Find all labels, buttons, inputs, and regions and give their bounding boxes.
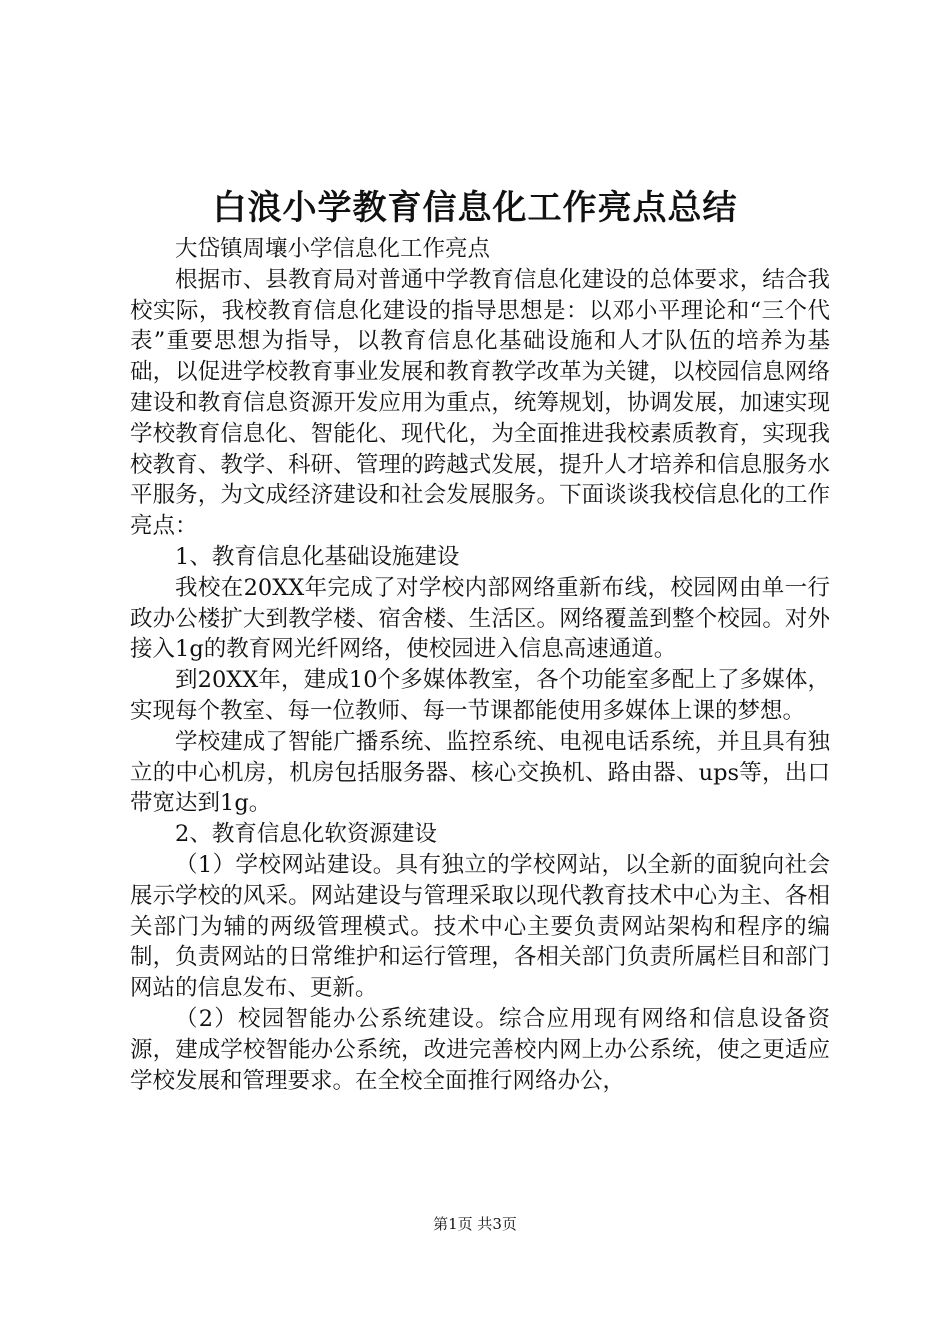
section-heading-infrastructure: 1、教育信息化基础设施建设 bbox=[175, 543, 460, 570]
paragraph-subtitle: 大岱镇周壤小学信息化工作亮点 bbox=[175, 236, 491, 262]
paragraph-network-wiring: 我校在20XX年完成了对学校内部网络重新布线，校园网由单一行政办公楼扩大到教学楼、宿舍楼、生活区。网络覆盖到整个校园。对外接入1g的教育网光纤网络，使校园进入信息高速通道。 bbox=[130, 574, 830, 663]
paragraph-broadcast-systems: 学校建成了智能广播系统、监控系统、电视电话系统，并且具有独立的中心机房，机房包括服务器、核心交换机、路由器、ups等，出口带宽达到1g。 bbox=[130, 728, 830, 817]
document-title: 白浪小学教育信息化工作亮点总结 bbox=[212, 188, 738, 228]
document-body bbox=[130, 234, 830, 1096]
paragraph-school-website: （1）学校网站建设。具有独立的学校网站，以全新的面貌向社会展示学校的风采。网站建设与管理采取以现代教育技术中心为主、各相关部门为辅的两级管理模式。技术中心主要负责网站架构和程序的编制，负责网站的日常维护和运行管理，各相关部门负责所属栏目和部门网站的信息发布、更新。 bbox=[130, 851, 830, 1002]
section-heading-soft-resources: 2、教育信息化软资源建设 bbox=[175, 821, 437, 848]
paragraph-smart-office: （2）校园智能办公系统建设。综合应用现有网络和信息设备资源，建成学校智能办公系统，改进完善校内网上办公系统，使之更适应学校发展和管理要求。在全校全面推行网络办公， bbox=[130, 1005, 830, 1094]
page-number-footer: 第1页 共3页 bbox=[433, 1215, 517, 1233]
paragraph-multimedia-classrooms: 到20XX年，建成10个多媒体教室，各个功能室多配上了多媒体，实现每个教室、每一位教师、每一节课都能使用多媒体上课的梦想。 bbox=[130, 667, 830, 724]
paragraph-guiding-ideology: 根据市、县教育局对普通中学教育信息化建设的总体要求，结合我校实际，我校教育信息化建设的指导思想是：以邓小平理论和“三个代表”重要思想为指导，以教育信息化基础设施和人才队伍的培养为基础，以促进学校教育事业发展和教育教学改革为关键，以校园信息网络建设和教育信息资源开发应用为重点，统筹规划，协调发展，加速实现学校教育信息化、智能化、现代化，为全面推进我校素质教育，实现我校教育、教学、科研、管理的跨越式发展，提升人才培养和信息服务水平服务，为文成经济建设和社会发展服务。下面谈谈我校信息化的工作亮点： bbox=[130, 266, 830, 540]
